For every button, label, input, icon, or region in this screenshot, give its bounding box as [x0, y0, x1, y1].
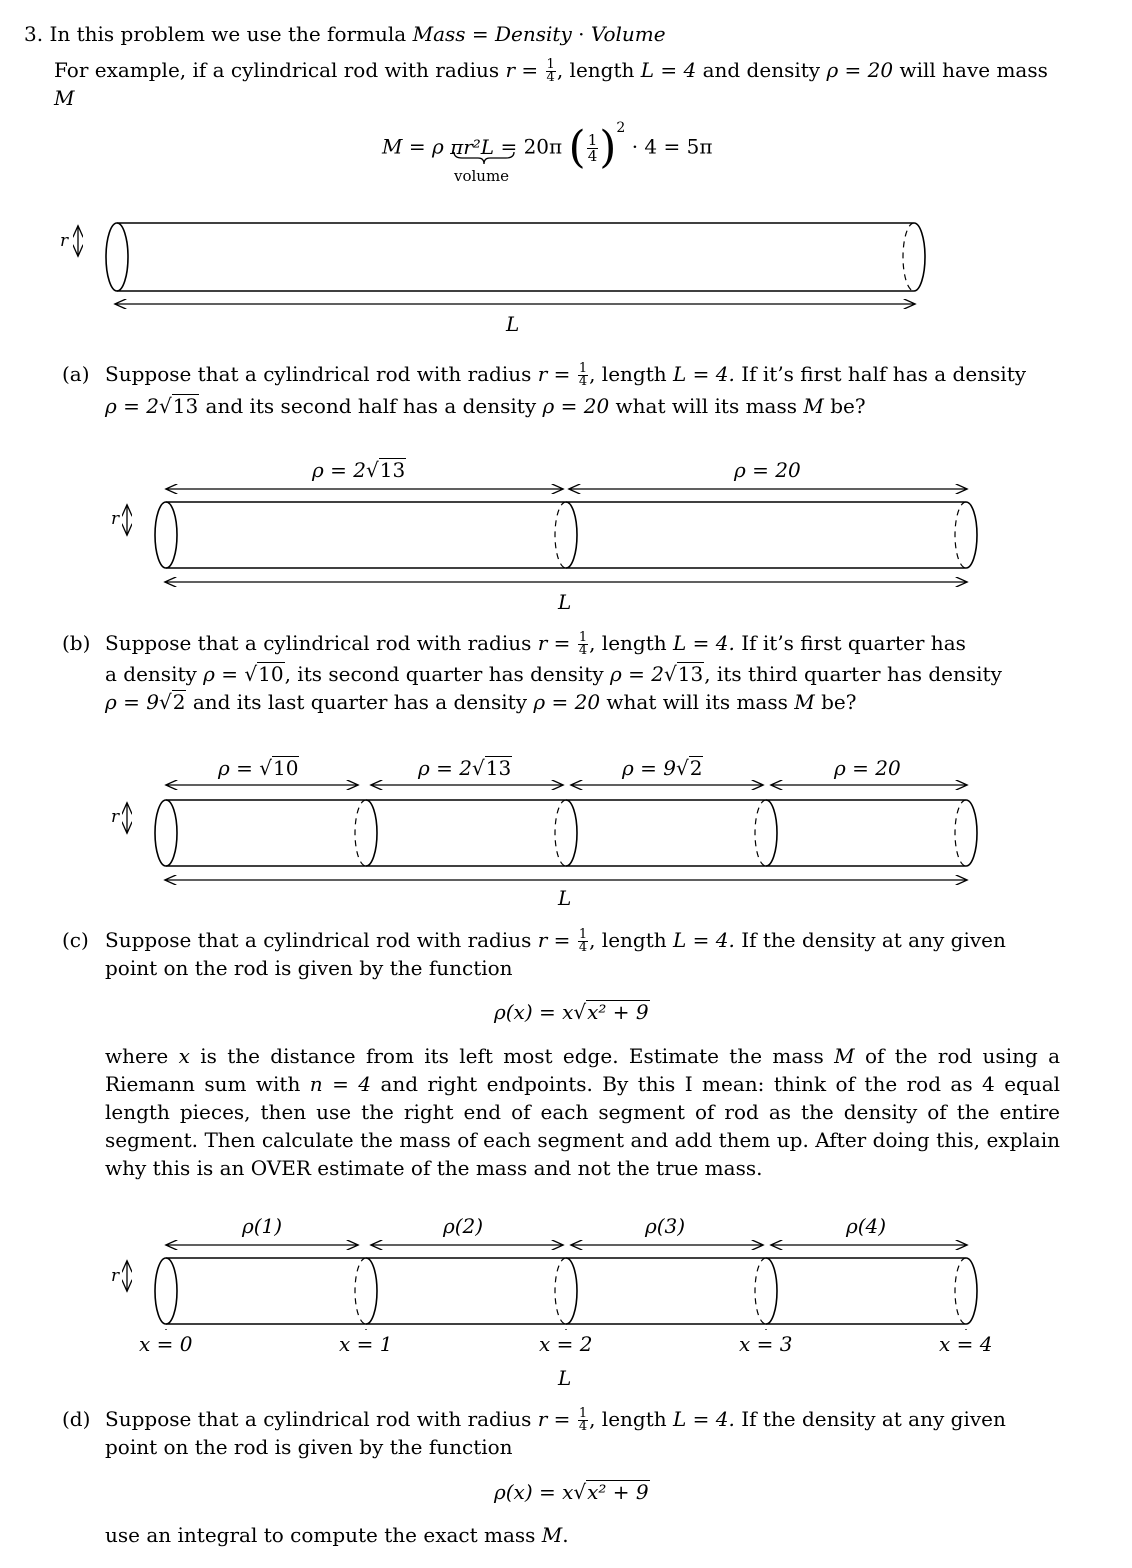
para-text-rest: and right endpoints. By this I mean: think of the rod as 4 equal length pieces, then use the right end of each segment of rod as the density of the entire segment. Then calculate the mass of each segment and add them up. After doing this, explain why this is an OVER estimate of the mass and not the true mass.	[105, 1072, 1061, 1180]
para-x: x	[178, 1044, 190, 1068]
part-c-seg-label-2: ρ(2)	[443, 1214, 484, 1238]
frac-num: 1	[578, 361, 588, 376]
underbrace-label: volume	[454, 167, 510, 185]
eq-right-a: = 20π	[500, 134, 563, 159]
tick-label-4: x = 4	[939, 1332, 993, 1356]
part-a-text2: and its second half has a density	[205, 394, 537, 418]
sqrt-sign: √	[158, 394, 172, 418]
part-a-M: M	[803, 394, 824, 418]
example-M: M	[54, 86, 75, 110]
part-a-text4: be?	[830, 394, 866, 418]
tick-label-2: x = 2	[539, 1332, 593, 1356]
part-d-text-density: If the density at any given	[741, 1407, 1006, 1431]
part-d-function	[494, 1478, 650, 1506]
part-a-text3: what will its mass	[615, 394, 797, 418]
part-b-r: r =	[537, 631, 571, 655]
part-c-text: Suppose that a cylindrical rod with radius	[105, 928, 532, 952]
part-a-line1	[105, 360, 1026, 388]
formula-density: Density	[495, 22, 572, 46]
eq-fraction	[587, 130, 599, 165]
example-fraction	[546, 59, 556, 84]
eq-volume-text: πr²L	[450, 134, 495, 159]
part-b-rod-diagram	[0, 774, 1132, 894]
part-a-rho2: ρ = 20	[542, 394, 610, 418]
part-d-L: L = 4.	[673, 1407, 735, 1431]
example-text-length: , length	[556, 58, 635, 82]
part-a-rod-L-label: L	[558, 590, 572, 614]
part-b-seg-label-4: ρ = 20	[834, 756, 901, 780]
frac-den: 4	[578, 1419, 588, 1434]
para-text-c: of the rod using a Riemann sum with	[105, 1044, 1061, 1096]
part-a-r: r =	[537, 362, 571, 386]
example-rod-L-label: L	[506, 312, 520, 336]
example-rod-body	[106, 223, 925, 291]
seg-label-root: 10	[272, 756, 299, 780]
formula-mass: Mass	[412, 22, 466, 46]
frac-den: 4	[578, 374, 588, 389]
part-a-rod-r-label: r	[111, 509, 120, 529]
part-c-fraction	[578, 929, 588, 954]
seg-label-pre: ρ =	[218, 756, 260, 780]
part-c-r: r =	[537, 928, 571, 952]
example-rod-diagram	[0, 205, 1132, 345]
part-c-label: (c)	[62, 928, 89, 952]
part-b-rod-L-label: L	[558, 886, 572, 910]
example-rho: ρ = 20	[826, 58, 894, 82]
part-b-line1	[105, 629, 966, 657]
part-d-line1	[105, 1405, 1006, 1433]
example-rod-r-label: r	[60, 231, 69, 251]
sqrt-sign: √	[365, 458, 379, 482]
part-a-L: L = 4.	[673, 362, 735, 386]
part-c-func-left: ρ(x) = x	[494, 1000, 574, 1024]
example-text-density: and density	[702, 58, 821, 82]
frac-den: 4	[578, 643, 588, 658]
part-a-label: (a)	[62, 362, 90, 386]
frac-num: 1	[578, 927, 588, 942]
part-a-line2	[105, 392, 866, 420]
part-a-seg-label-2: ρ = 20	[734, 458, 801, 482]
para-M: M	[834, 1044, 855, 1068]
part-b-label: (b)	[62, 631, 91, 655]
part-b-text3: , its second quarter has density	[284, 662, 604, 686]
seg-label-pre: ρ = 2	[418, 756, 472, 780]
eq-lparen: (	[568, 122, 586, 174]
part-c-seg-label-1: ρ(1)	[242, 1214, 283, 1238]
example-eq: =	[521, 58, 539, 82]
part-b-line3	[105, 688, 856, 716]
sqrt-sign: √	[259, 756, 272, 780]
part-c-function	[494, 998, 650, 1026]
part-d-label: (d)	[62, 1407, 91, 1431]
part-c-seg-label-4: ρ(4)	[846, 1214, 887, 1238]
part-b-rod-r-label: r	[111, 807, 120, 827]
part-b-rho1: ρ =	[203, 662, 239, 686]
part-d-closing	[105, 1521, 569, 1549]
part-d-period: .	[562, 1523, 569, 1547]
part-c-text-density: If the density at any given	[741, 928, 1006, 952]
frac-num: 1	[578, 1406, 588, 1421]
part-a-text: Suppose that a cylindrical rod with radius	[105, 362, 532, 386]
part-b-text5: and its last quarter has a density	[192, 690, 527, 714]
part-c-seg-label-3: ρ(3)	[645, 1214, 686, 1238]
frac-num: 1	[546, 57, 555, 72]
part-b-M: M	[794, 690, 815, 714]
para-n: n = 4	[309, 1072, 371, 1096]
eq-left: M = ρ	[382, 134, 444, 159]
sqrt-sign: √	[158, 690, 172, 714]
part-c-line2: point on the rod is given by the function	[105, 956, 513, 980]
part-b-text7: be?	[821, 690, 857, 714]
tick-label-0: x = 0	[139, 1332, 193, 1356]
part-c-rod-L-label: L	[558, 1366, 572, 1390]
part-a-text-length: , length	[589, 362, 667, 386]
example-equation	[382, 120, 713, 174]
seg-label-root: 13	[485, 756, 512, 780]
part-b-line2	[105, 660, 1002, 688]
part-c-text-length: , length	[589, 928, 667, 952]
eq-right-b: · 4 = 5π	[631, 134, 713, 159]
part-b-text: Suppose that a cylindrical rod with radius	[105, 631, 532, 655]
sqrt-sign: √	[573, 1480, 587, 1504]
part-c-L: L = 4.	[673, 928, 735, 952]
example-line1	[54, 56, 1048, 84]
part-d-func-root: x² + 9	[587, 1480, 649, 1504]
formula-dot: ·	[578, 22, 585, 46]
seg-label-root: 13	[379, 458, 406, 482]
part-a-rod-diagram	[0, 478, 1132, 598]
formula-volume: Volume	[590, 22, 666, 46]
part-b-L: L = 4.	[673, 631, 735, 655]
formula-eq: =	[471, 22, 489, 46]
frac-den: 4	[578, 940, 588, 955]
part-b-rho3-root: 2	[172, 690, 186, 714]
frac-den: 4	[546, 70, 555, 85]
seg-label-pre: ρ = 2	[312, 458, 366, 482]
tick-label-1: x = 1	[339, 1332, 393, 1356]
part-c-paragraph	[105, 1042, 1060, 1182]
sqrt-sign: √	[663, 662, 677, 686]
part-b-text4: , its third quarter has density	[704, 662, 1002, 686]
part-b-rho3: ρ = 9	[105, 690, 159, 714]
example-text-mass: will have mass	[899, 58, 1048, 82]
part-b-fraction	[578, 632, 588, 657]
tick-label-3: x = 3	[739, 1332, 793, 1356]
part-b-text-length: , length	[589, 631, 667, 655]
part-d-closing-text: use an integral to compute the exact mass	[105, 1523, 536, 1547]
part-b-text-quarter: If it’s first quarter has	[741, 631, 966, 655]
part-b-text6: what will its mass	[606, 690, 788, 714]
part-b-rho1-root: 10	[258, 662, 284, 686]
part-b-text2: a density	[105, 662, 197, 686]
part-c-line1	[105, 926, 1006, 954]
part-d-line2: point on the rod is given by the function	[105, 1435, 513, 1459]
seg-label-pre: ρ = 9	[622, 756, 676, 780]
example-text: For example, if a cylindrical rod with radius	[54, 58, 500, 82]
part-b-rho4: ρ = 20	[533, 690, 601, 714]
part-d-fraction	[578, 1408, 588, 1433]
eq-frac-den: 4	[587, 146, 598, 165]
para-text-a: where	[105, 1044, 169, 1068]
part-d-text: Suppose that a cylindrical rod with radius	[105, 1407, 532, 1431]
part-b-rho2: ρ = 2	[610, 662, 664, 686]
part-d-text-length: , length	[589, 1407, 667, 1431]
part-d-r: r =	[537, 1407, 571, 1431]
problem-number: 3.	[24, 22, 44, 46]
part-c-func-root: x² + 9	[587, 1000, 649, 1024]
para-text-b: is the distance from its left most edge. Estimate the mass	[200, 1044, 824, 1068]
part-c-rod-r-label: r	[111, 1266, 120, 1286]
example-r: r	[505, 58, 516, 82]
eq-exponent: 2	[616, 120, 626, 136]
part-a-fraction	[578, 363, 588, 388]
part-b-rho2-root: 13	[677, 662, 704, 686]
part-a-rho1: ρ = 2	[105, 394, 159, 418]
frac-num: 1	[578, 630, 588, 645]
problem-intro: In this problem we use the formula	[49, 22, 407, 46]
part-a-rho1-root: 13	[172, 394, 199, 418]
seg-label-root: 2	[689, 756, 703, 780]
problem-header	[24, 20, 666, 48]
eq-frac-num: 1	[587, 130, 598, 149]
example-L: L = 4	[640, 58, 697, 82]
part-d-M: M	[541, 1523, 563, 1547]
sqrt-sign: √	[244, 662, 258, 686]
sqrt-sign: √	[675, 756, 689, 780]
part-d-func-left: ρ(x) = x	[494, 1480, 574, 1504]
eq-rparen: )	[599, 122, 617, 174]
sqrt-sign: √	[471, 756, 485, 780]
sqrt-sign: √	[573, 1000, 587, 1024]
part-a-text-half: If it’s first half has a density	[741, 362, 1027, 386]
